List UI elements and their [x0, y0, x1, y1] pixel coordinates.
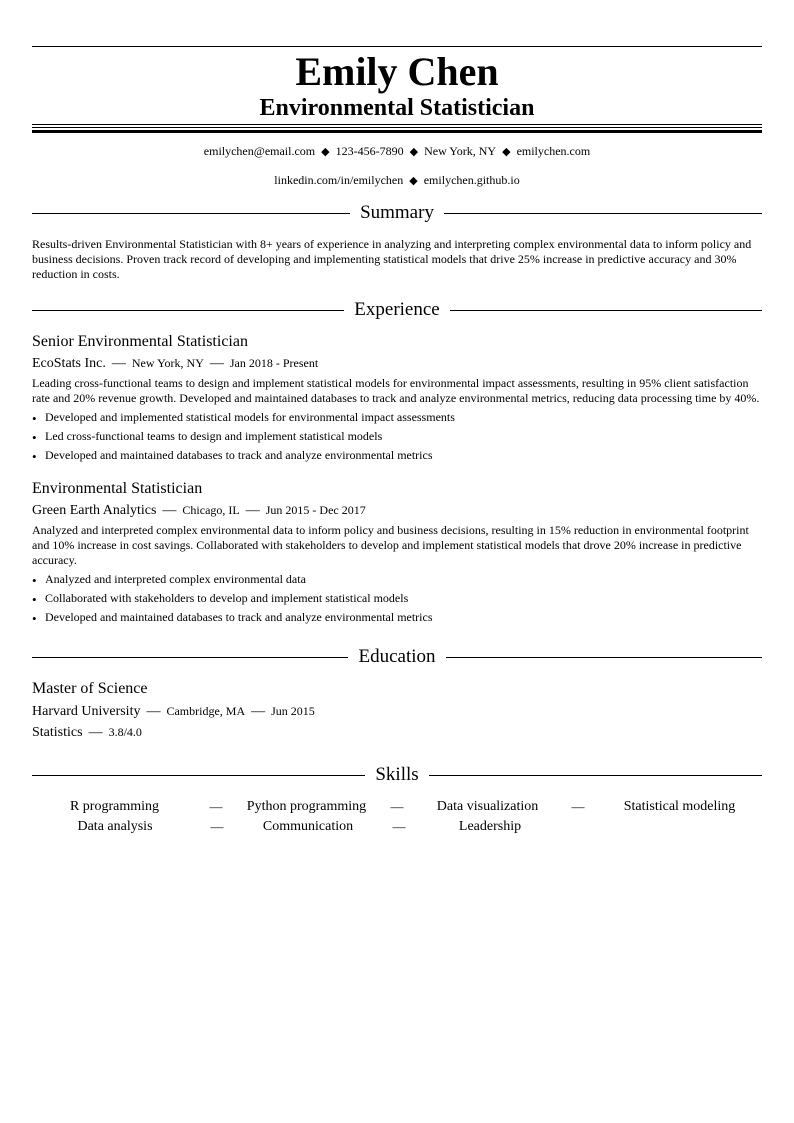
header-rule-1: [32, 124, 762, 125]
contact-line-2: [32, 166, 762, 195]
job-title: Senior Environmental Statistician: [32, 333, 248, 350]
contact-block: [32, 137, 762, 195]
contact-email[interactable]: emilychen@email.com: [203, 144, 316, 158]
separator-icon: ◆: [502, 146, 511, 158]
education-meta: [32, 701, 762, 722]
job-location: Chicago, IL: [182, 503, 240, 517]
separator-icon: ◆: [409, 146, 419, 158]
summary-text: Results-driven Environmental Statistician with 8+ years of experience in analyzing and interpreting complex environmental data to inform policy and business decisions. Proven track record of developing and implementing statistical models that drive 25% increase in predictive accuracy and 30% reduction in costs.: [32, 237, 752, 281]
education-heading-label: Education: [358, 646, 436, 667]
job-entry: [32, 332, 762, 465]
job-entry: [32, 479, 762, 627]
list-item: • Analyzed and interpreted complex environmental data: [32, 570, 762, 589]
header-rule-3: [32, 130, 762, 133]
list-item: • Developed and maintained databases to track and analyze environmental metrics: [32, 608, 762, 627]
education-location: Cambridge, MA: [166, 704, 246, 718]
education-degree: Master of Science: [32, 680, 148, 697]
skill-item: R programming: [69, 799, 160, 814]
skill-item: Communication: [262, 819, 354, 834]
education-date: Jun 2015: [271, 704, 315, 718]
education-school: Harvard University: [32, 704, 141, 719]
job-bullets: [32, 570, 762, 627]
dash-separator: —: [88, 725, 103, 740]
job-location: New York, NY: [131, 356, 204, 370]
skill-item: Statistical modeling: [623, 799, 736, 814]
job-company: EcoStats Inc.: [32, 356, 106, 371]
education-gpa: 3.8/4.0: [108, 725, 142, 739]
job-company: Green Earth Analytics: [32, 503, 157, 518]
resume-page: [32, 46, 762, 837]
job-description: Analyzed and interpreted complex environmental data to inform policy and business decisions, resulting in 15% reduction in environmental footprint and 10% increase in cost savings. Collaborated with stakeholders to develop and implement statistical models that drove 20% increase in predictive accuracy.: [32, 523, 749, 567]
dash-separator: —: [162, 503, 177, 518]
education-field: Statistics: [32, 725, 83, 740]
contact-website[interactable]: emilychen.com: [516, 144, 591, 158]
dash-separator: —: [251, 704, 266, 719]
dash-separator: —: [571, 799, 585, 814]
experience-heading: [32, 298, 762, 322]
list-item: • Led cross-functional teams to design and implement statistical models: [32, 427, 762, 446]
dash-separator: —: [146, 704, 161, 719]
contact-phone: 123-456-7890: [335, 144, 404, 158]
skill-item: Python programming: [246, 799, 367, 814]
contact-location: New York, NY: [424, 144, 497, 158]
job-description: Leading cross-functional teams to design and implement statistical models for environmental impact assessments, resulting in 95% client satisfaction rate and 20% revenue growth. Developed and maintained databases to track and analyze environmental metrics, reducing data processing time by 40%.: [32, 376, 760, 405]
list-item: • Developed and implemented statistical models for environmental impact assessments: [32, 408, 762, 427]
job-meta: [32, 354, 762, 373]
skills-row: [32, 817, 762, 837]
summary-heading: [32, 201, 762, 225]
dash-separator: —: [210, 819, 224, 834]
education-heading: [32, 645, 762, 669]
contact-linkedin[interactable]: linkedin.com/in/emilychen: [274, 173, 404, 187]
skills-heading: [32, 763, 762, 787]
experience-heading-label: Experience: [354, 299, 440, 320]
dash-separator: —: [209, 356, 224, 371]
skill-item: Data analysis: [77, 819, 153, 834]
candidate-title: Environmental Statistician: [259, 95, 535, 121]
job-dates: Jun 2015 - Dec 2017: [265, 503, 366, 517]
summary-heading-label: Summary: [360, 202, 434, 223]
dash-separator: —: [392, 819, 406, 834]
job-dates: Jan 2018 - Present: [229, 356, 319, 370]
list-item: • Developed and maintained databases to track and analyze environmental metrics: [32, 446, 762, 465]
dash-separator: —: [390, 799, 404, 814]
skills-row: [32, 797, 762, 817]
skills-grid: [32, 797, 762, 837]
top-rule: [32, 46, 762, 47]
header-rule-2: [32, 127, 762, 128]
job-title: Environmental Statistician: [32, 480, 203, 497]
dash-separator: —: [111, 356, 126, 371]
dash-separator: —: [209, 799, 223, 814]
dash-separator: —: [245, 503, 260, 518]
job-bullets: [32, 408, 762, 465]
candidate-name: Emily Chen: [295, 49, 499, 94]
separator-icon: ◆: [409, 175, 418, 187]
contact-line-1: [32, 137, 762, 166]
job-meta: [32, 501, 762, 520]
skill-item: Leadership: [458, 819, 522, 834]
skill-item: Data visualization: [436, 799, 539, 814]
skills-heading-label: Skills: [375, 764, 419, 785]
list-item: • Collaborated with stakeholders to develop and implement statistical models: [32, 589, 762, 608]
education-field-line: [32, 722, 762, 743]
contact-github[interactable]: emilychen.github.io: [423, 173, 520, 187]
separator-icon: ◆: [321, 146, 330, 158]
